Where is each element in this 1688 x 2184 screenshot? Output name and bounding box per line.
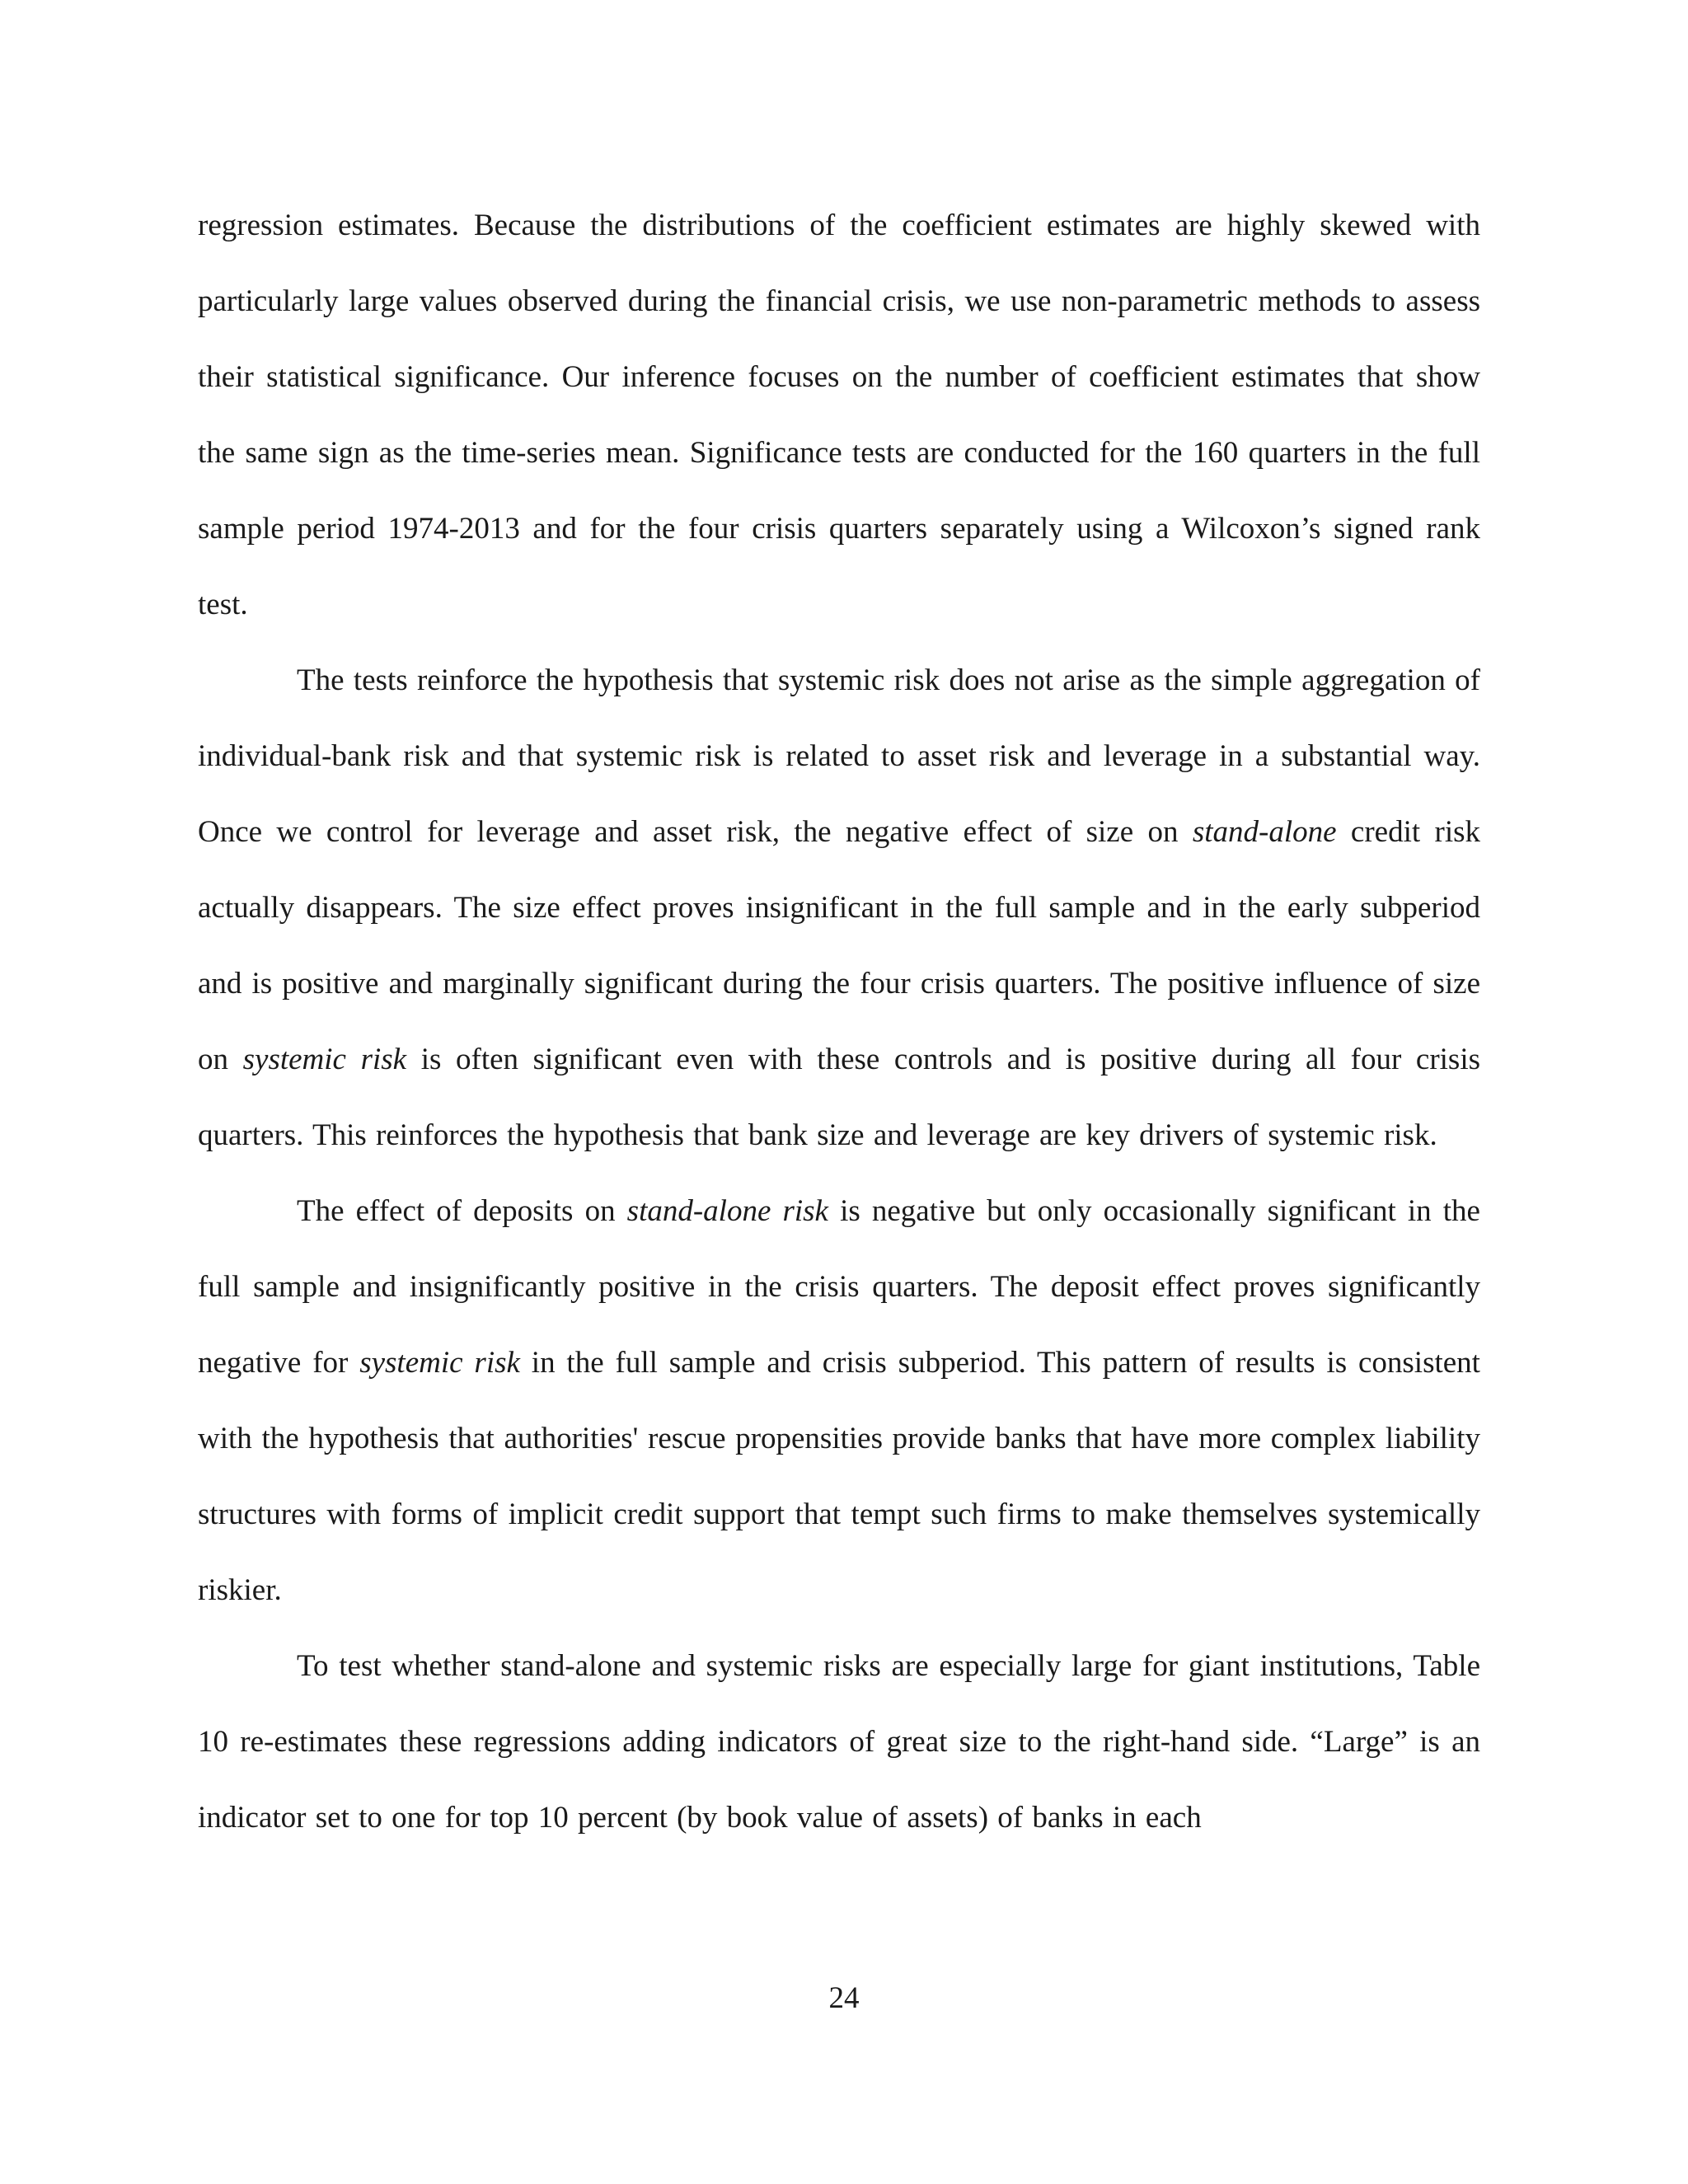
- italic-term-stand-alone-risk: stand-alone risk: [626, 1194, 828, 1228]
- paragraph-2-text-c: is often significant even with these controls and is positive during all four crisis quarters. This reinforces the hypothesis that bank size and leverage are key drivers of systemic risk.: [198, 1043, 1481, 1152]
- paragraph-3-text-a: The effect of deposits on: [297, 1194, 627, 1228]
- italic-term-stand-alone: stand-alone: [1192, 815, 1337, 849]
- body-text: [198, 188, 1480, 1856]
- paragraph-3-text-b: is negative but only occasionally significant in the full sample and insignificantly positive in the crisis quarters. The deposit effect proves significantly negative for: [198, 1194, 1480, 1380]
- paragraph-4-text: To test whether stand-alone and systemic risks are especially large for giant institutions, Table 10 re-estimates these regressions adding indicators of great size to the right-hand side. “Large” is an indicator set to one for top 10 percent (by book value of assets) of banks in each: [198, 1649, 1480, 1835]
- italic-term-systemic-risk: systemic risk: [242, 1043, 407, 1076]
- italic-term-systemic-risk: systemic risk: [359, 1346, 520, 1380]
- paragraph-2-text-b: credit risk actually disappears. The size effect proves insignificant in the full sample and in the early subperiod and is positive and marginally significant during the four crisis quarters. The positive influence of size on: [198, 815, 1480, 1076]
- paragraph-1: [198, 188, 1480, 643]
- paragraph-2: [198, 643, 1480, 1174]
- paragraph-3: [198, 1174, 1480, 1629]
- paragraph-4: [198, 1629, 1480, 1856]
- paragraph-2-text-a: The tests reinforce the hypothesis that systemic risk does not arise as the simple aggregation of individual-bank risk and that systemic risk is related to asset risk and leverage in a substantial way. Once we control for leverage and asset risk, the negative effect of size on: [198, 663, 1480, 849]
- paragraph-3-text-c: in the full sample and crisis subperiod. This pattern of results is consistent with the hypothesis that authorities' rescue propensities provide banks that have more complex liability structures with forms of implicit credit support that tempt such firms to make themselves systemically riskier.: [198, 1346, 1480, 1607]
- page-number: 24: [828, 1981, 860, 2015]
- paragraph-1-text: regression estimates. Because the distributions of the coefficient estimates are highly skewed with particularly large values observed during the financial crisis, we use non-parametric methods to assess their statistical significance. Our inference focuses on the number of coefficient estimates that show the same sign as the time-series mean. Significance tests are conducted for the 160 quarters in the full sample period 1974-2013 and for the four crisis quarters separately using a Wilcoxon’s signed rank test.: [198, 209, 1480, 621]
